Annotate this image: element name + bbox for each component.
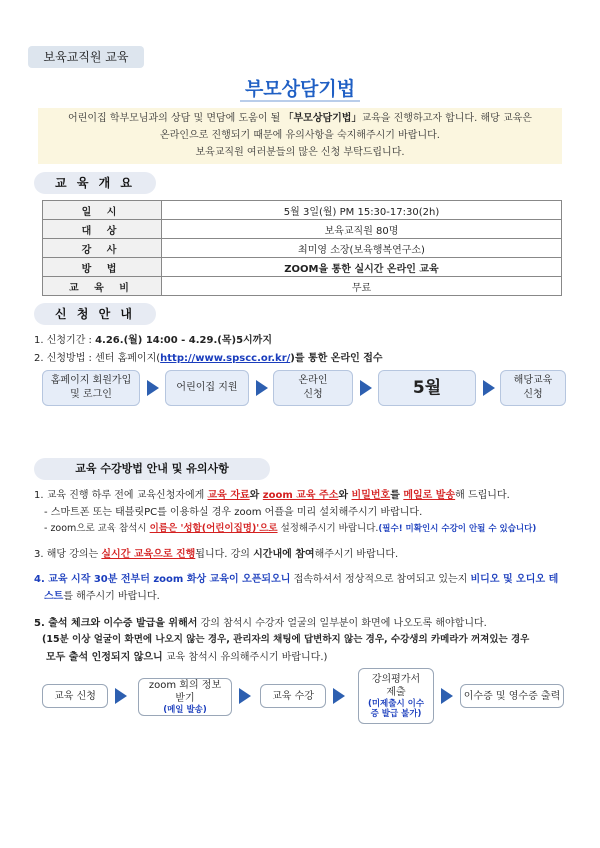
table-row	[43, 258, 562, 277]
arrow-right-icon	[483, 380, 495, 396]
intro-line-3: 보육교직원 여러분들의 많은 신청 부탁드립니다.	[195, 147, 405, 158]
arrow-right-icon	[441, 688, 453, 704]
apply-method: 2. 신청방법 : 센터 홈페이지(http://www.spscc.or.kr/)를 통한 온라인 접수	[34, 353, 383, 364]
flow-step-certificate: 이수증 및 영수증 출력	[460, 684, 564, 708]
flow-step-evaluation: 강의평가서 제출 (미제출시 이수증 발급 불가)	[358, 668, 434, 724]
apply-step-course: 해당교육 신청	[500, 370, 566, 406]
header-tag: 보육교직원 교육	[28, 46, 144, 68]
row-key: 강 사	[43, 239, 162, 258]
overview-table	[42, 200, 562, 296]
table-row	[43, 201, 562, 220]
table-row	[43, 277, 562, 296]
note-4: 4. 교육 시작 30분 전부터 zoom 화상 교육이 오픈되오니 접속하셔서 정상적으로 참여되고 있는지 비디오 및 오디오 테	[34, 574, 559, 585]
note-1-sub-1: - 스마트폰 또는 태블릿PC를 이용하실 경우 zoom 어플을 미리 설치해주시기 바랍니다.	[44, 507, 423, 518]
note-5-detail: (15분 이상 얼굴이 화면에 나오지 않는 경우, 관리자의 채팅에 답변하지 않는 경우, 수강생의 카메라가 꺼져있는 경우	[42, 634, 530, 645]
intro-box	[38, 108, 562, 164]
page-title: 부모상담기법	[244, 78, 356, 100]
apply-step-month: 5월	[378, 370, 476, 406]
table-row	[43, 220, 562, 239]
row-key: 일 시	[43, 201, 162, 220]
apply-step-signup: 홈페이지 회원가입 및 로그인	[42, 370, 140, 406]
row-value: 5월 3일(월) PM 15:30-17:30(2h)	[162, 201, 562, 220]
note-1: 1. 교육 진행 하루 전에 교육신청자에게 교육 자료와 zoom 교육 주소와 비밀번호를 메일로 발송해 드립니다.	[34, 490, 510, 501]
table-row	[43, 239, 562, 258]
arrow-right-icon	[360, 380, 372, 396]
row-key: 교 육 비	[43, 277, 162, 296]
intro-line-1: 어린이집 학부모님과의 상담 및 면담에 도움이 될 「부모상담기법」교육을 진행하고자 합니다. 해당 교육은	[68, 113, 532, 124]
overview-heading: 교 육 개 요	[34, 172, 156, 194]
apply-heading: 신 청 안 내	[34, 303, 156, 325]
flow-step-attend: 교육 수강	[260, 684, 326, 708]
arrow-right-icon	[256, 380, 268, 396]
flow-step-apply: 교육 신청	[42, 684, 108, 708]
flow-step-zoom-info: zoom 회의 정보 받기 (메일 발송)	[138, 678, 232, 716]
arrow-right-icon	[147, 380, 159, 396]
title-underline	[240, 100, 360, 102]
note-5-detail-2: 모두 출석 인정되지 않으니 교육 참석시 유의해주시기 바랍니다.)	[46, 652, 328, 663]
note-3: 3. 해당 강의는 실시간 교육으로 진행됩니다. 강의 시간내에 참여해주시기 바랍니다.	[34, 549, 399, 560]
apply-step-center: 어린이집 지원	[165, 370, 249, 406]
row-value: 무료	[162, 277, 562, 296]
arrow-right-icon	[239, 688, 251, 704]
note-5: 5. 출석 체크와 이수증 발급을 위해서 강의 참석시 수강자 얼굴의 일부분이 화면에 나오도록 해야합니다.	[34, 618, 487, 629]
arrow-right-icon	[333, 688, 345, 704]
row-key: 방 법	[43, 258, 162, 277]
note-4-cont: 스트를 해주시기 바랍니다.	[44, 591, 160, 602]
notes-heading: 교육 수강방법 안내 및 유의사항	[34, 458, 270, 480]
note-1-sub-2: - zoom으로 교육 참석시 이름은 '성함(어린이집명)'으로 설정해주시기 바랍니다.(필수! 미확인시 수강이 안될 수 있습니다)	[44, 523, 537, 534]
row-value: ZOOM을 통한 실시간 온라인 교육	[162, 258, 562, 277]
intro-line-2: 온라인으로 진행되기 때문에 유의사항을 숙지해주시기 바랍니다.	[160, 130, 440, 141]
homepage-link[interactable]: http://www.spscc.or.kr/	[160, 353, 291, 364]
row-value: 보육교직원 80명	[162, 220, 562, 239]
row-key: 대 상	[43, 220, 162, 239]
apply-period: 1. 신청기간 : 4.26.(월) 14:00 - 4.29.(목)5시까지	[34, 335, 273, 346]
row-value: 최미영 소장(보육행복연구소)	[162, 239, 562, 258]
arrow-right-icon	[115, 688, 127, 704]
apply-step-online: 온라인 신청	[273, 370, 353, 406]
